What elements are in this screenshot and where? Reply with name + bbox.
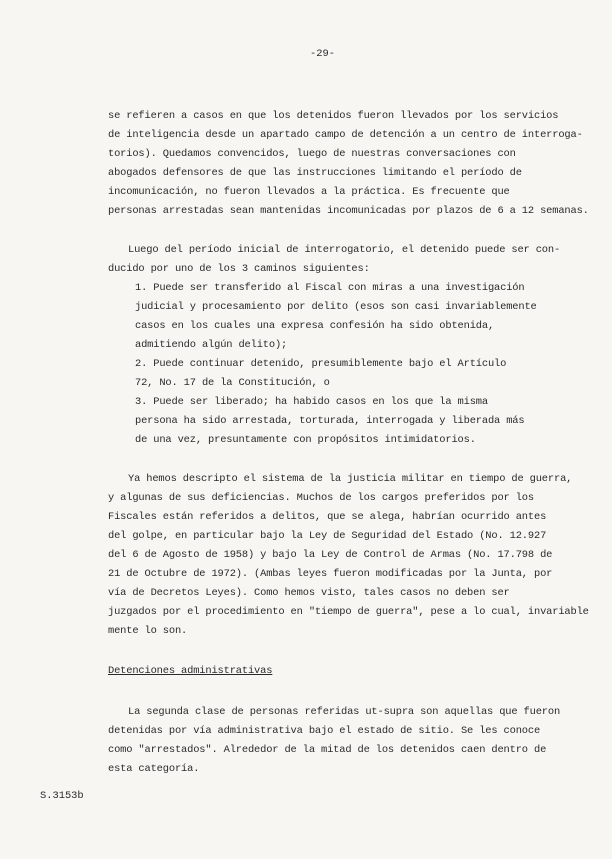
text-line: 21 de Octubre de 1972). (Ambas leyes fueron modificadas por la Junta, por <box>108 568 553 580</box>
text-line: de inteligencia desde un apartado campo de detención a un centro de interroga- <box>108 129 583 141</box>
text-line: juzgados por el procedimiento en "tiempo de guerra", pese a lo cual, invariable <box>108 606 589 618</box>
section-heading: Detenciones administrativas <box>108 665 273 677</box>
text-line: vía de Decretos Leyes). Como hemos visto, tales casos no deben ser <box>108 587 510 599</box>
list-line: 3. Puede ser liberado; ha habido casos en los que la misma <box>135 396 488 408</box>
list-line: casos en los cuales una expresa confesión ha sido obtenida, <box>135 320 495 332</box>
list-line: 1. Puede ser transferido al Fiscal con miras a una investigación <box>135 282 525 294</box>
text-line: torios). Quedamos convencidos, luego de nuestras conversaciones con <box>108 148 516 160</box>
list-line: 72, No. 17 de la Constitución, o <box>135 377 330 389</box>
text-line: Fiscales están referidos a delitos, que se alega, habrían ocurrido antes <box>108 511 547 523</box>
text-line: mente lo son. <box>108 625 188 637</box>
text-line: como "arrestados". Alrededor de la mitad de los detenidos caen dentro de <box>108 744 547 756</box>
list-line: judicial y procesamiento por delito (esos son casi invariablemente <box>135 301 537 313</box>
text-line: La segunda clase de personas referidas ut-supra son aquellas que fueron <box>128 706 561 718</box>
text-line: Luego del período inicial de interrogatorio, el detenido puede ser con- <box>128 244 561 256</box>
list-line: de una vez, presuntamente con propósitos intimidatorios. <box>135 434 476 446</box>
text-line: incomunicación, no fueron llevados a la práctica. Es frecuente que <box>108 186 510 198</box>
list-line: persona ha sido arrestada, torturada, interrogada y liberada más <box>135 415 525 427</box>
list-line: admitiendo algún delito); <box>135 339 288 351</box>
text-line: personas arrestadas sean mantenidas incomunicadas por plazos de 6 a 12 semanas. <box>108 205 589 217</box>
list-line: 2. Puede continuar detenido, presumiblemente bajo el Artículo <box>135 358 507 370</box>
text-line: abogados defensores de que las instrucciones limitando el período de <box>108 167 522 179</box>
text-line: se refieren a casos en que los detenidos fueron llevados por los servicios <box>108 110 559 122</box>
reference-code: S.3153b <box>40 790 84 802</box>
text-line: esta categoría. <box>108 763 200 775</box>
text-line: Ya hemos descripto el sistema de la justicia militar en tiempo de guerra, <box>128 473 573 485</box>
text-line: del golpe, en particular bajo la Ley de Seguridad del Estado (No. 12.927 <box>108 530 547 542</box>
text-line: del 6 de Agosto de 1958) y bajo la Ley de Control de Armas (No. 17.798 de <box>108 549 553 561</box>
text-line: y algunas de sus deficiencias. Muchos de los cargos preferidos por los <box>108 492 534 504</box>
text-line: detenidas por vía administrativa bajo el estado de sitio. Se les conoce <box>108 725 541 737</box>
page-number: -29- <box>310 48 335 60</box>
text-line: ducido por uno de los 3 caminos siguientes: <box>108 263 370 275</box>
